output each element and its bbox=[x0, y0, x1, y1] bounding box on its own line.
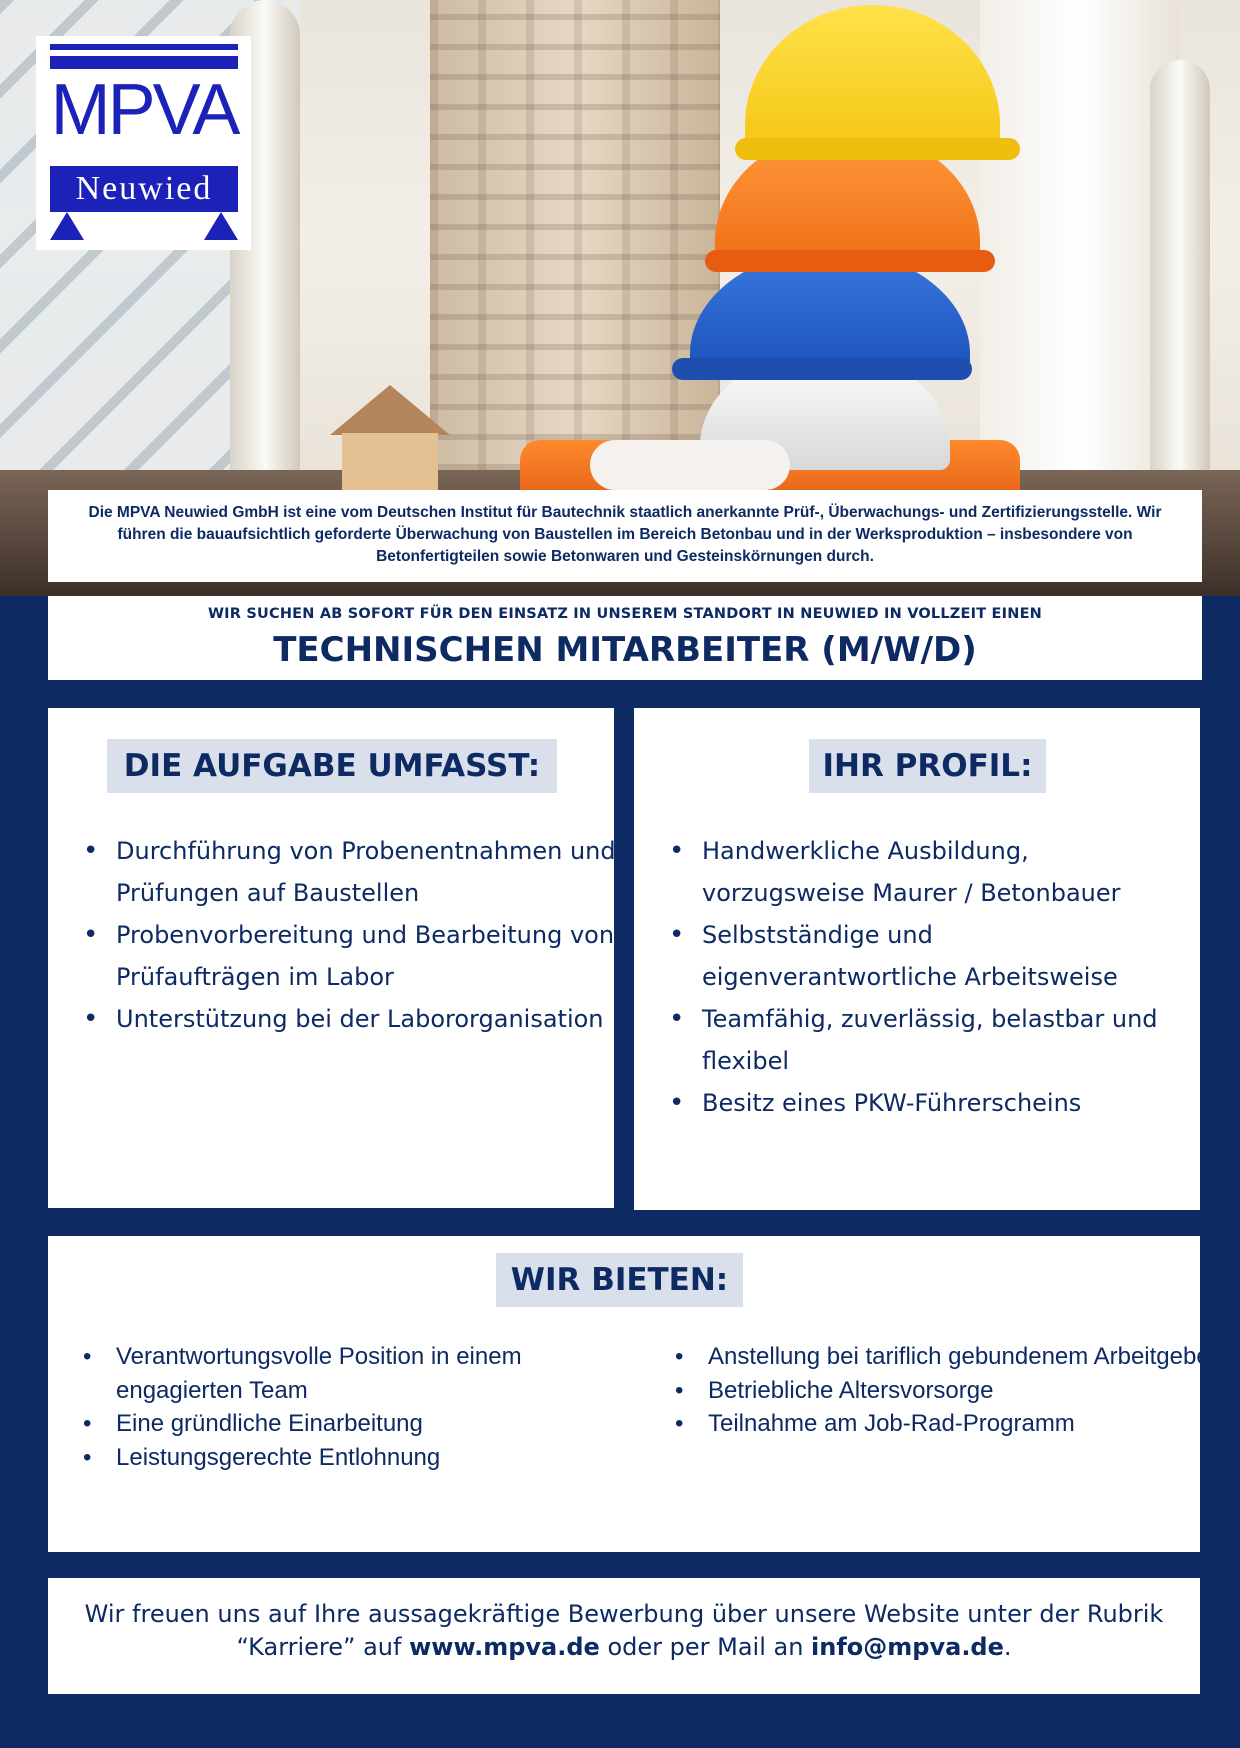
tasks-list bbox=[48, 830, 616, 1040]
offer-heading: WIR BIETEN: bbox=[496, 1253, 743, 1307]
profile-heading: IHR PROFIL: bbox=[809, 739, 1046, 793]
yellow-helmet-icon bbox=[745, 5, 1000, 155]
footer-text: Wir freuen uns auf Ihre aussagekräftige Bewerbung über unsere Website unter der Rubrik “Karriere” auf bbox=[84, 1600, 1164, 1661]
logo-bar bbox=[50, 56, 238, 69]
offer-list-right bbox=[640, 1340, 1228, 1441]
logo-city: Neuwied bbox=[50, 166, 238, 212]
company-intro bbox=[48, 490, 1202, 582]
company-logo bbox=[36, 36, 251, 250]
list-item: • Eine gründliche Einarbeitung bbox=[116, 1407, 636, 1441]
tasks-heading: DIE AUFGABE UMFASST: bbox=[107, 739, 557, 793]
website-link[interactable]: www.mpva.de bbox=[409, 1633, 600, 1661]
offer-list-left bbox=[48, 1340, 636, 1474]
list-item: • Probenvorbereitung und Bearbeitung von Prüfaufträgen im Labor bbox=[116, 914, 616, 998]
job-header bbox=[48, 596, 1202, 680]
email-link[interactable]: info@mpva.de bbox=[811, 1633, 1004, 1661]
list-item: • Selbstständige und eigenverantwortliche Arbeitsweise bbox=[702, 914, 1192, 998]
model-house-icon bbox=[330, 385, 450, 495]
list-item: • Unterstützung bei der Labororganisation bbox=[116, 998, 616, 1040]
tasks-card bbox=[48, 708, 614, 1208]
footer-text: . bbox=[1003, 1633, 1012, 1661]
list-item: • Leistungsgerechte Entlohnung bbox=[116, 1441, 636, 1475]
logo-bar bbox=[50, 44, 238, 50]
yellow-helmet-brim bbox=[735, 138, 1020, 160]
orange-helmet-brim bbox=[705, 250, 995, 272]
list-item: • Besitz eines PKW-Führerscheins bbox=[702, 1082, 1192, 1124]
logo-triangle-icon bbox=[50, 212, 84, 240]
list-item: • Handwerkliche Ausbildung, vorzugsweise Maurer / Betonbauer bbox=[702, 830, 1192, 914]
list-item: • Teamfähig, zuverlässig, belastbar und flexibel bbox=[702, 998, 1192, 1082]
column-right bbox=[1150, 60, 1210, 520]
list-item: • Teilnahme am Job-Rad-Programm bbox=[708, 1407, 1228, 1441]
building-center bbox=[430, 0, 720, 500]
list-item: • Verantwortungsvolle Position in einem engagierten Team bbox=[116, 1340, 636, 1407]
list-item: • Betriebliche Altersvorsorge bbox=[708, 1374, 1228, 1408]
profile-list bbox=[634, 830, 1192, 1124]
profile-card bbox=[634, 708, 1200, 1210]
job-title: TECHNISCHEN MITARBEITER (M/W/D) bbox=[273, 630, 977, 670]
blue-helmet-brim bbox=[672, 358, 972, 380]
offer-card bbox=[48, 1236, 1218, 1552]
application-footer bbox=[48, 1578, 1200, 1694]
intro-text: Die MPVA Neuwied GmbH ist eine vom Deutschen Institut für Bautechnik staatlich anerkannte Prüf-, Überwachungs- und Zertifizierungsstelle. Wir führen die bauaufsichtlich geforderte Überwachung von Baustellen im Bereich Betonbau und in der Werksproduktion – insbesondere von Betonfertigteilen sowie Betonwaren und Gesteinskörnungen durch. bbox=[88, 504, 1162, 565]
job-kicker: WIR SUCHEN AB SOFORT FÜR DEN EINSATZ IN UNSEREM STANDORT IN NEUWIED IN VOLLZEIT EINEN bbox=[207, 606, 1043, 622]
list-item: • Durchführung von Probenentnahmen und Prüfungen auf Baustellen bbox=[116, 830, 616, 914]
logo-triangle-icon bbox=[204, 212, 238, 240]
logo-name: MPVA bbox=[50, 70, 238, 150]
glove bbox=[590, 440, 790, 490]
footer-text: oder per Mail an bbox=[599, 1633, 812, 1661]
list-item: • Anstellung bei tariflich gebundenem Arbeitgeber bbox=[708, 1340, 1228, 1374]
